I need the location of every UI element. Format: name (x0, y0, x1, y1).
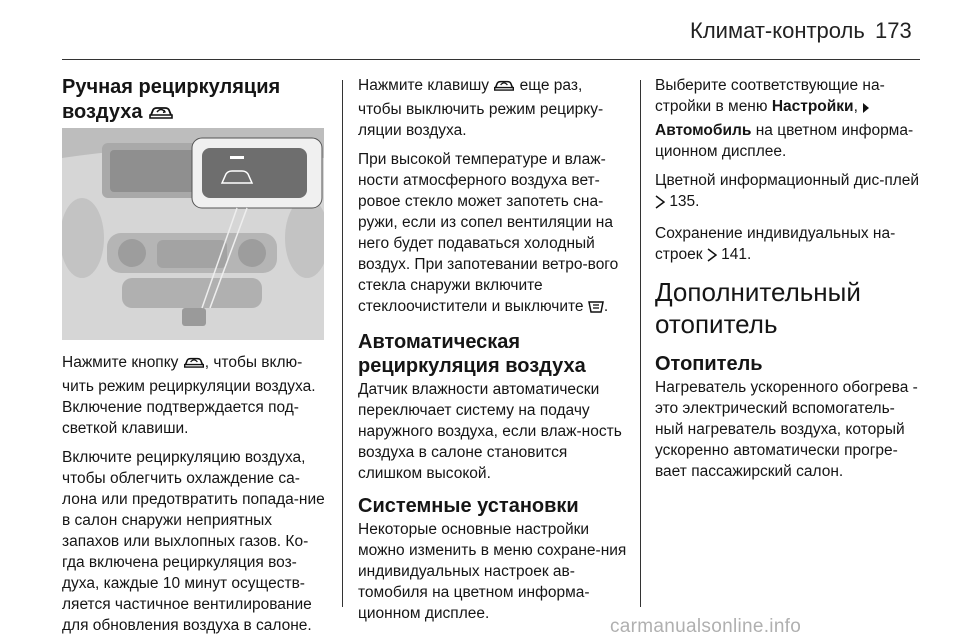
text-run: Сохранение индивидуальных на-строек (655, 225, 896, 263)
paragraph: Нагреватель ускоренного обогрева - это электрический вспомогатель-ный нагреватель воздуха, который ускоренно автоматически прогре-вает пассажирский салон. (655, 379, 918, 480)
column-1 (62, 75, 330, 130)
page-reference-link[interactable]: 141. (721, 246, 752, 263)
section-subheading-heater: Отопитель (655, 353, 763, 375)
column-3 (655, 75, 923, 490)
car-recirculation-icon (183, 354, 205, 376)
page-number: 173 (875, 18, 912, 43)
text-run: Нажмите кнопку (62, 354, 179, 371)
header-rule (62, 59, 920, 60)
page-reference-icon (655, 194, 665, 215)
text-run: Цветной информационный дис-плей (655, 172, 920, 189)
text-run: , (853, 98, 858, 115)
text-run: на цветном информа-ционном дисплее. (655, 122, 914, 160)
column-divider-2 (640, 80, 641, 607)
arrow-right-icon (862, 99, 870, 120)
section-heading-manual-recirculation (62, 75, 330, 128)
page-header-title: Климат-контроль (690, 18, 865, 43)
page-reference-icon (707, 247, 717, 268)
paragraph: Включите рециркуляцию воздуха, чтобы облегчить охлаждение са-лона или предотвратить попада-ние в салон снаружи неприятных запахов или выхлопных газов. Ко-гда включена рециркуляция воз-духа, каждые 10 минут осуществ-ляется частичное вентилирование для обновления воздуха в салоне. (62, 449, 325, 634)
paragraph: Некоторые основные настройки можно изменить в меню сохране-ния индивидуальных настроек ав-томобиля на цветном информа-ционном дисплее. (358, 521, 627, 622)
paragraph (655, 223, 923, 268)
paragraph (358, 75, 630, 141)
paragraph (62, 352, 330, 439)
menu-vehicle-label: Автомобиль (655, 122, 752, 139)
paragraph: Датчик влажности автоматически переключает систему на подачу наружного воздуха, если влаж-ность воздуха в салоне становится слишком высокой. (358, 381, 622, 482)
paragraph (655, 75, 923, 162)
column-1-body (62, 352, 330, 644)
heading-line1: Ручная рециркуляция (62, 76, 281, 98)
heading-line2: рециркуляция воздуха (358, 355, 586, 377)
column-2 (358, 75, 630, 632)
text-run: Выберите соответствующие на-стройки в меню (655, 77, 885, 115)
windshield-vent-icon (588, 298, 604, 320)
section-heading-system-settings: Системные установки (358, 495, 579, 517)
page-reference-link[interactable]: 135. (669, 193, 700, 210)
paragraph (358, 149, 630, 320)
dashboard-climate-control-photo (62, 128, 324, 340)
text-run: При высокой температуре и влаж-ности атмосферного воздуха вет-ровое стекло может запотеть сна-ружи, если из сопел вентиляции на него будет подаваться холодный воздух. При запотевании ветро-вого стекла снаружи включите стеклоочистители и выключите (358, 151, 619, 315)
heading-line2: отопитель (655, 309, 778, 339)
text-run: еще раз, чтобы выключить режим рецирку-ляции воздуха. (358, 77, 604, 139)
section-heading-auxiliary-heater (655, 276, 923, 340)
text-run: Нажмите клавишу (358, 77, 490, 94)
text-run: , чтобы вклю-чить режим рециркуляции воздуха. Включение подтверждается под-светкой клавиши. (62, 354, 316, 437)
column-divider-1 (342, 80, 343, 607)
heading-line1: Дополнительный (655, 277, 861, 307)
text-run: . (603, 298, 609, 315)
car-recirculation-icon (148, 103, 174, 128)
paragraph (655, 170, 923, 215)
section-heading-auto-recirculation (358, 330, 630, 378)
menu-settings-label: Настройки (771, 98, 854, 115)
footer-watermark: carmanualsonline.info (610, 616, 802, 637)
car-recirculation-icon (493, 77, 515, 99)
heading-line1: Автоматическая (358, 331, 521, 353)
heading-line2: воздуха (62, 101, 143, 123)
